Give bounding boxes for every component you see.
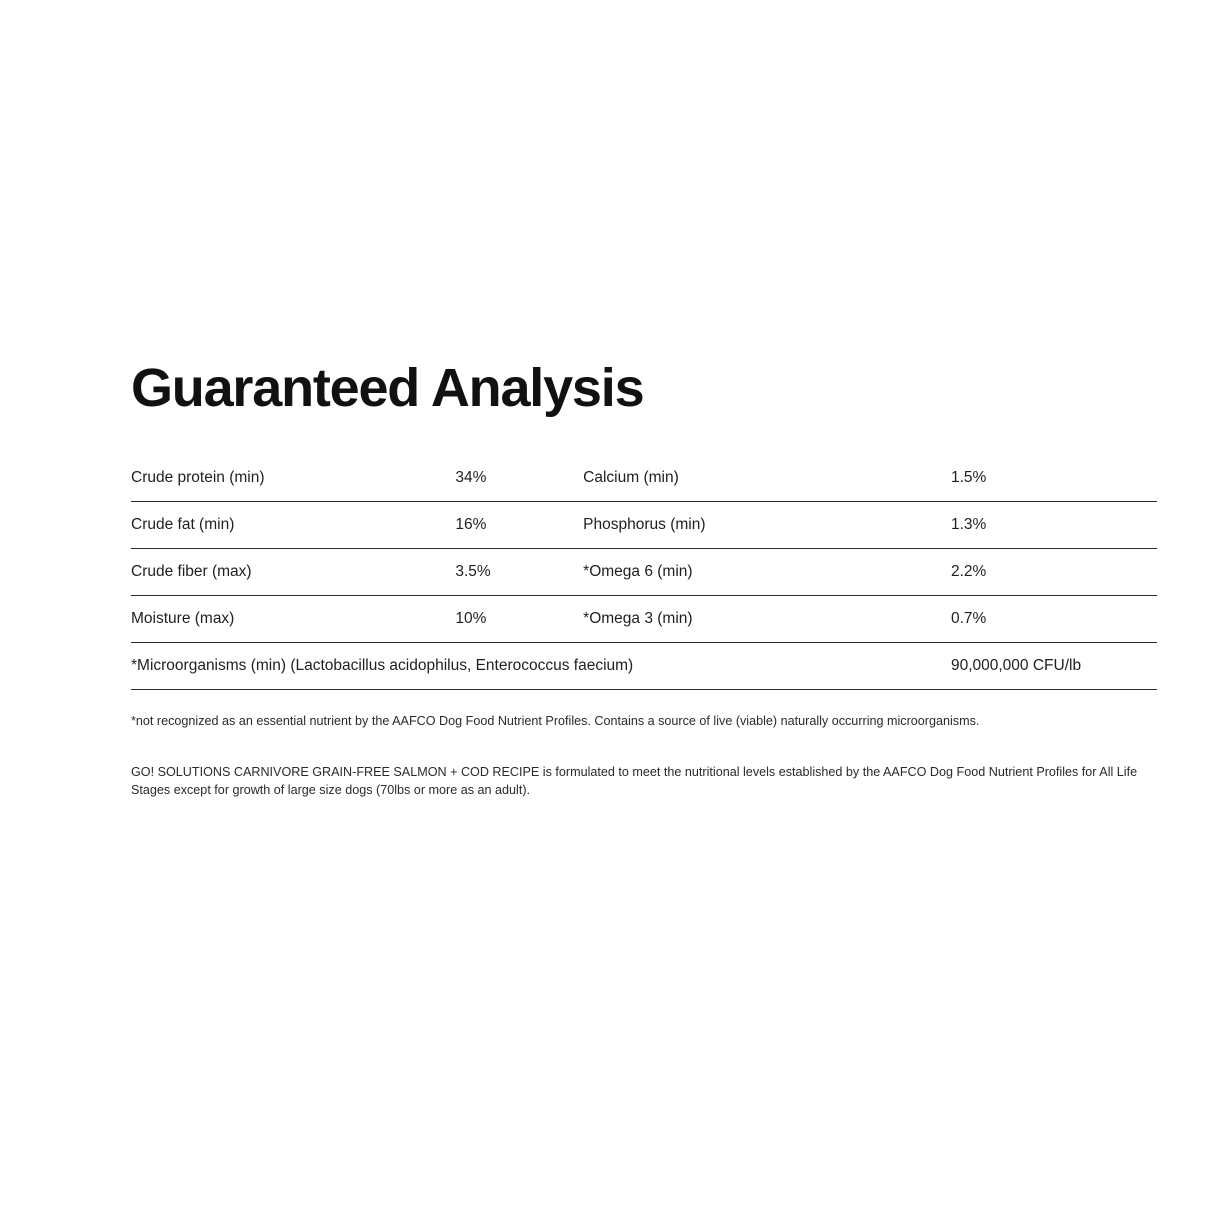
nutrient-value: 1.5% (951, 455, 1157, 502)
aafco-statement: GO! SOLUTIONS CARNIVORE GRAIN-FREE SALMON + COD RECIPE is formulated to meet the nutritional levels established by the AAFCO Dog Food Nutrient Profiles for All Life Stages except for growth of large size dogs (70lbs or more as an adult). (131, 764, 1138, 798)
table-row (131, 455, 1157, 502)
nutrient-value: 10% (455, 595, 583, 642)
nutrient-value: 34% (455, 455, 583, 502)
nutrient-label: Moisture (max) (131, 595, 455, 642)
nutrient-label: *Omega 6 (min) (583, 548, 951, 595)
nutrient-label: *Omega 3 (min) (583, 595, 951, 642)
nutrient-label: Calcium (min) (583, 455, 951, 502)
table-row (131, 548, 1157, 595)
nutrient-value: 3.5% (455, 548, 583, 595)
table-row (131, 501, 1157, 548)
nutrient-label: Phosphorus (min) (583, 501, 951, 548)
nutrient-value: 0.7% (951, 595, 1157, 642)
nutrient-value: 16% (455, 501, 583, 548)
guaranteed-analysis-table (131, 455, 1157, 690)
nutrient-label: Crude fiber (max) (131, 548, 455, 595)
nutrient-value: 1.3% (951, 501, 1157, 548)
table-row-microorganisms (131, 642, 1157, 689)
nutrient-label: Crude fat (min) (131, 501, 455, 548)
microorganisms-label: *Microorganisms (min) (Lactobacillus acidophilus, Enterococcus faecium) (131, 642, 951, 689)
nutrient-value: 2.2% (951, 548, 1157, 595)
table-row (131, 595, 1157, 642)
page-title: Guaranteed Analysis (131, 358, 644, 418)
nutrient-label: Crude protein (min) (131, 455, 455, 502)
footnote-text: *not recognized as an essential nutrient by the AAFCO Dog Food Nutrient Profiles. Contains a source of live (viable) naturally occurring microorganisms. (131, 713, 980, 728)
microorganisms-value: 90,000,000 CFU/lb (951, 642, 1157, 689)
content-container (131, 360, 1157, 813)
